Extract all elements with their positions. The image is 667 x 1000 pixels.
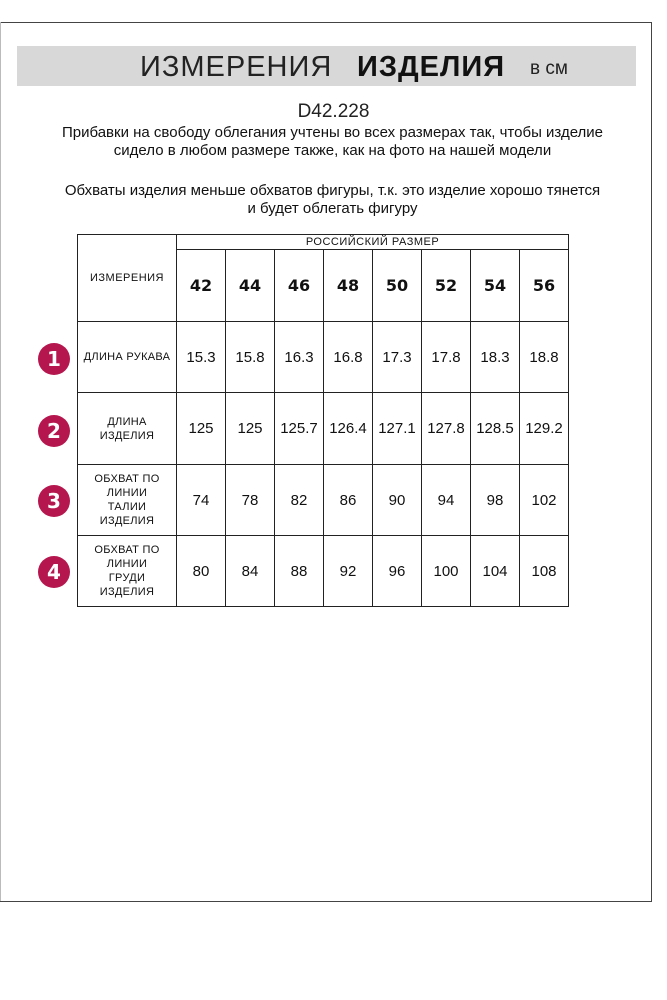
value-cell: 126.4	[324, 393, 373, 465]
size-cell: 54	[471, 250, 520, 322]
note-fit-allowance: Прибавки на свободу облегания учтены во всех размерах так, чтобы изделие сидело в любом размере также, как на фото на нашей модели	[61, 124, 604, 159]
value-cell: 16.8	[324, 322, 373, 393]
badge-number-icon: 1	[38, 343, 70, 375]
title-measurements: ИЗМЕРЕНИЯ	[140, 51, 333, 83]
table-row	[78, 322, 569, 393]
value-cell: 127.8	[422, 393, 471, 465]
value-cell: 102	[520, 465, 569, 536]
title-product: ИЗДЕЛИЯ	[357, 51, 506, 83]
value-cell: 98	[471, 465, 520, 536]
value-cell: 15.3	[177, 322, 226, 393]
value-cell: 100	[422, 536, 471, 607]
table-header-row	[78, 235, 569, 250]
value-cell: 128.5	[471, 393, 520, 465]
value-cell: 92	[324, 536, 373, 607]
row-label-garment-length: ДЛИНА ИЗДЕЛИЯ	[78, 393, 177, 465]
value-cell: 86	[324, 465, 373, 536]
size-system-header: РОССИЙСКИЙ РАЗМЕР	[177, 235, 569, 250]
size-cell: 50	[373, 250, 422, 322]
value-cell: 17.8	[422, 322, 471, 393]
value-cell: 84	[226, 536, 275, 607]
value-cell: 82	[275, 465, 324, 536]
value-cell: 78	[226, 465, 275, 536]
badge-number-icon: 2	[38, 415, 70, 447]
value-cell: 127.1	[373, 393, 422, 465]
row-label-sleeve-length: ДЛИНА РУКАВА	[78, 322, 177, 393]
value-cell: 80	[177, 536, 226, 607]
value-cell: 129.2	[520, 393, 569, 465]
value-cell: 104	[471, 536, 520, 607]
value-cell: 125	[226, 393, 275, 465]
table-row	[78, 465, 569, 536]
table-row	[78, 536, 569, 607]
table-row	[78, 393, 569, 465]
size-cell: 56	[520, 250, 569, 322]
value-cell: 18.8	[520, 322, 569, 393]
value-cell: 94	[422, 465, 471, 536]
size-cell: 52	[422, 250, 471, 322]
value-cell: 90	[373, 465, 422, 536]
size-cell: 48	[324, 250, 373, 322]
unit-label: в см	[530, 58, 568, 79]
row-label-waist: ОБХВАТ ПО ЛИНИИ ТАЛИИ ИЗДЕЛИЯ	[78, 465, 177, 536]
value-cell: 17.3	[373, 322, 422, 393]
size-cell: 46	[275, 250, 324, 322]
size-cell: 42	[177, 250, 226, 322]
value-cell: 18.3	[471, 322, 520, 393]
value-cell: 16.3	[275, 322, 324, 393]
value-cell: 108	[520, 536, 569, 607]
product-code: D42.228	[297, 101, 370, 122]
value-cell: 15.8	[226, 322, 275, 393]
measurements-header: ИЗМЕРЕНИЯ	[78, 235, 177, 322]
value-cell: 96	[373, 536, 422, 607]
badge-number-icon: 3	[38, 485, 70, 517]
size-table	[77, 234, 569, 607]
value-cell: 88	[275, 536, 324, 607]
value-cell: 125	[177, 393, 226, 465]
value-cell: 125.7	[275, 393, 324, 465]
value-cell: 74	[177, 465, 226, 536]
row-label-chest: ОБХВАТ ПО ЛИНИИ ГРУДИ ИЗДЕЛИЯ	[78, 536, 177, 607]
note-stretch: Обхваты изделия меньше обхватов фигуры, т.к. это изделие хорошо тянется и будет облегать фигуру	[64, 182, 601, 217]
size-cell: 44	[226, 250, 275, 322]
badge-number-icon: 4	[38, 556, 70, 588]
